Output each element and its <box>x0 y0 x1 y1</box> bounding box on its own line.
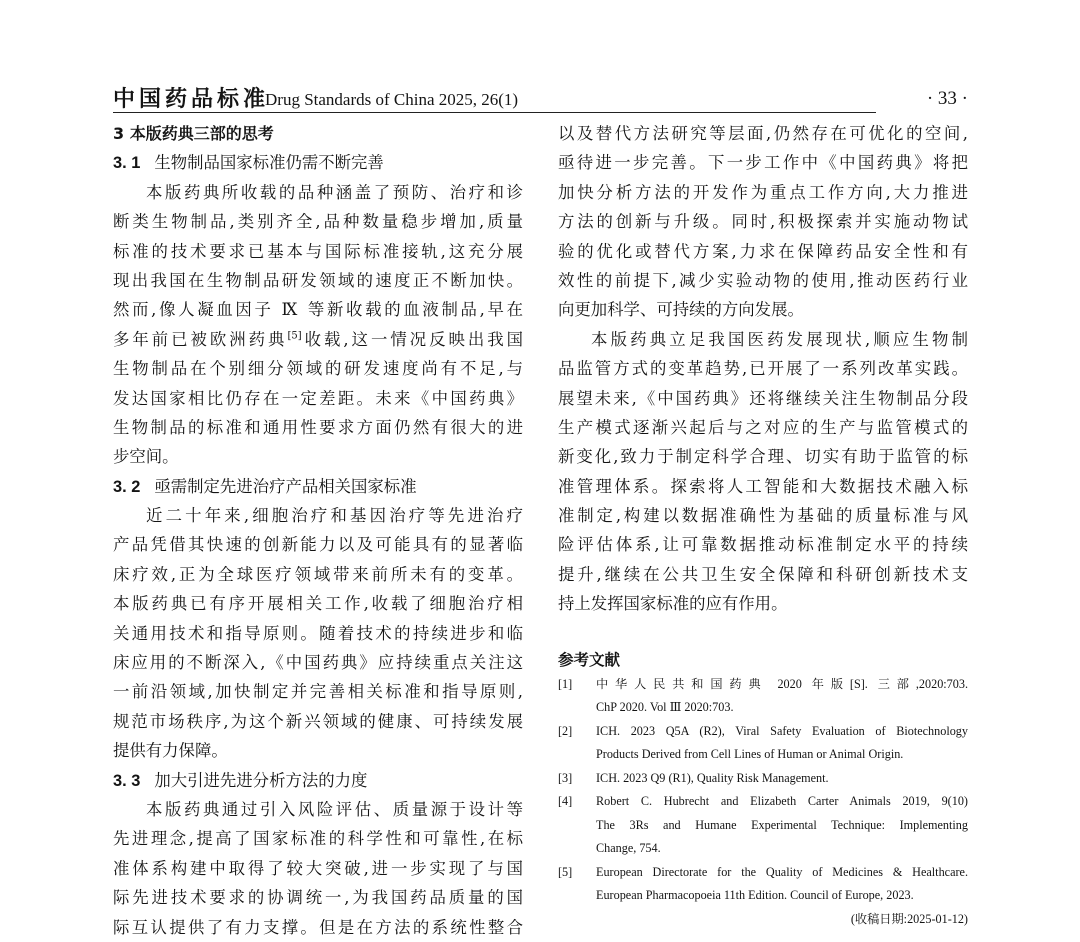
text-line: 本版药典所收载的品种涵盖了预防、治疗和诊 <box>146 182 523 202</box>
page-number: · 33 · <box>926 88 968 109</box>
journal-title-cn: 中国药品标准 <box>113 86 270 112</box>
text-line: 加快分析方法的开发作为重点工作方向,大力推进 <box>558 182 968 202</box>
text-segment: 多年前已被欧洲药典 <box>113 329 288 349</box>
text-line: 标准的技术要求已基本与国际标准接轨,这充分展 <box>113 241 523 261</box>
text-line: 准制定,构建以数据准确性为基础的质量标准与风 <box>558 506 968 526</box>
text-line: 效性的前提下,减少实验动物的使用,推动医药行业 <box>558 270 968 290</box>
text-line: 展望未来,《中国药典》还将继续关注生物制品分段 <box>558 388 968 408</box>
reference-item <box>558 720 968 767</box>
subsection-heading <box>113 148 523 177</box>
reference-item <box>558 673 968 720</box>
paragraph <box>558 325 968 619</box>
reference-text: European Pharmacopoeia 11th Edition. Council of Europe, 2023. <box>596 888 914 903</box>
references-heading: 参考文献 <box>558 650 621 669</box>
section-heading: 3 本版药典三部的思考 <box>113 124 274 143</box>
text-line: 持上发挥国家标准的应有作用。 <box>558 594 788 614</box>
text-line: 以及替代方法研究等层面,仍然存在可优化的空间, <box>558 124 968 143</box>
reference-text: The 3Rs and Humane Experimental Technique: Implementing <box>596 817 968 832</box>
text-line: 规范市场秩序,为这个新兴领域的健康、可持续发展 <box>113 711 523 731</box>
reference-text: Robert C. Hubrecht and Elizabeth Carter Animals 2019, 9(10) <box>596 794 968 809</box>
text-line: 一前沿领域,加快制定并完善相关标准和指导原则, <box>113 682 523 702</box>
text-line: 验的优化或替代方案,力求在保障药品安全性和有 <box>558 241 968 261</box>
reference-number: [3] <box>558 770 573 785</box>
subsection-heading <box>113 472 523 501</box>
text-line: 本版药典已有序开展相关工作,收载了细胞治疗相 <box>113 594 523 614</box>
subsection-title: 加大引进先进分析方法的力度 <box>154 770 368 790</box>
reference-item <box>558 790 968 861</box>
text-line: 步空间。 <box>113 447 179 467</box>
text-line: 准管理体系。探索将人工智能和大数据技术融入标 <box>558 476 968 496</box>
reference-item <box>558 861 968 908</box>
text-line: 方法的创新与升级。同时,积极探索并实施动物试 <box>558 212 968 232</box>
text-line: 然而,像人凝血因子 Ⅸ 等新收载的血液制品,早在 <box>113 300 523 320</box>
text-line: 关通用技术和指导原则。随着技术的持续进步和临 <box>113 623 523 643</box>
journal-title-en: Drug Standards of China 2025, 26(1) <box>265 90 519 109</box>
citation-link[interactable]: [5] <box>287 330 302 342</box>
text-line: 先进理念,提高了国家标准的科学性和可靠性,在标 <box>113 829 523 849</box>
text-line: 床应用的不断深入,《中国药典》应持续重点关注这 <box>113 653 523 673</box>
subsection-title: 生物制品国家标准仍需不断完善 <box>154 153 384 173</box>
reference-text: ChP 2020. Vol Ⅲ 2020:703. <box>596 700 734 715</box>
subsection-number: 3. 3 <box>113 771 141 790</box>
text-line: 亟待进一步完善。下一步工作中《中国药典》将把 <box>558 153 968 173</box>
text-line: 品监管方式的变革趋势,已开展了一系列改革实践。 <box>558 359 968 379</box>
reference-text: 中华人民共和国药典 2020 年版[S]. 三部,2020:703. <box>596 676 968 691</box>
text-line: 生产模式逐渐兴起后与之对应的生产与监管模式的 <box>558 417 968 437</box>
text-line: 提供有力保障。 <box>113 741 228 761</box>
reference-text: European Directorate for the Quality of Medicines & Healthcare. <box>596 864 968 879</box>
text-line: 近二十年来,细胞治疗和基因治疗等先进治疗 <box>146 506 523 526</box>
subsection-heading <box>113 766 523 795</box>
header-rule <box>113 112 876 113</box>
page-header <box>113 84 968 114</box>
text-line: 际互认提供了有力支撑。但是在方法的系统性整合 <box>113 917 523 937</box>
text-line: 准体系构建中取得了较大突破,进一步实现了与国 <box>113 858 523 878</box>
reference-item <box>558 767 968 791</box>
reference-text: Products Derived from Cell Lines of Human or Animal Origin. <box>596 747 904 762</box>
left-column <box>113 119 523 942</box>
text-line: 本版药典通过引入风险评估、质量源于设计等 <box>146 799 523 819</box>
paragraph <box>113 795 523 942</box>
text-line: 新变化,致力于制定科学合理、切实有助于监管的标 <box>558 447 968 467</box>
text-line: 现出我国在生物制品研发领域的速度正不断加快。 <box>113 270 523 290</box>
right-column <box>558 119 968 931</box>
reference-number: [4] <box>558 794 573 809</box>
text-line: 生物制品的标准和通用性要求方面仍然有很大的进 <box>113 417 523 437</box>
reference-text: ICH. 2023 Q5A (R2), Viral Safety Evaluation of Biotechnology <box>596 723 968 738</box>
reference-text: Change, 754. <box>596 841 661 856</box>
text-line: 产品凭借其快速的创新能力以及可能具有的显著临 <box>113 535 523 555</box>
text-line: 本版药典立足我国医药发展现状,顺应生物制 <box>591 329 968 349</box>
text-line: 床疗效,正为全球医疗领域带来前所未有的变革。 <box>113 564 523 584</box>
text-line: 向更加科学、可持续的方向发展。 <box>558 300 804 320</box>
text-line: 发达国家相比仍存在一定差距。未来《中国药典》 <box>113 388 523 408</box>
reference-number: [1] <box>558 676 573 691</box>
reference-number: [2] <box>558 723 573 738</box>
paragraph <box>113 501 523 766</box>
reference-text: ICH. 2023 Q9 (R1), Quality Risk Management. <box>596 770 829 785</box>
text-segment: 收载,这一情况反映出我国 <box>301 329 523 349</box>
text-line: 际先进技术要求的协调统一,为我国药品质量的国 <box>113 888 523 908</box>
subsection-title: 亟需制定先进治疗产品相关国家标准 <box>154 476 417 496</box>
subsection-number: 3. 2 <box>113 477 141 496</box>
subsection-number: 3. 1 <box>113 154 141 173</box>
reference-number: [5] <box>558 864 573 879</box>
text-line <box>113 325 523 354</box>
reference-list <box>558 673 968 908</box>
received-date: (收稿日期:2025-01-12) <box>850 911 968 926</box>
paragraph <box>113 178 523 472</box>
text-line: 险评估体系,让可靠数据推动标准制定水平的持续 <box>558 535 968 555</box>
text-line: 断类生物制品,类别齐全,品种数量稳步增加,质量 <box>113 212 523 232</box>
text-line: 生物制品在个别细分领域的研发速度尚有不足,与 <box>113 359 523 379</box>
text-line: 提升,继续在公共卫生安全保障和科研创新技术支 <box>558 564 968 584</box>
paragraph <box>558 119 968 325</box>
